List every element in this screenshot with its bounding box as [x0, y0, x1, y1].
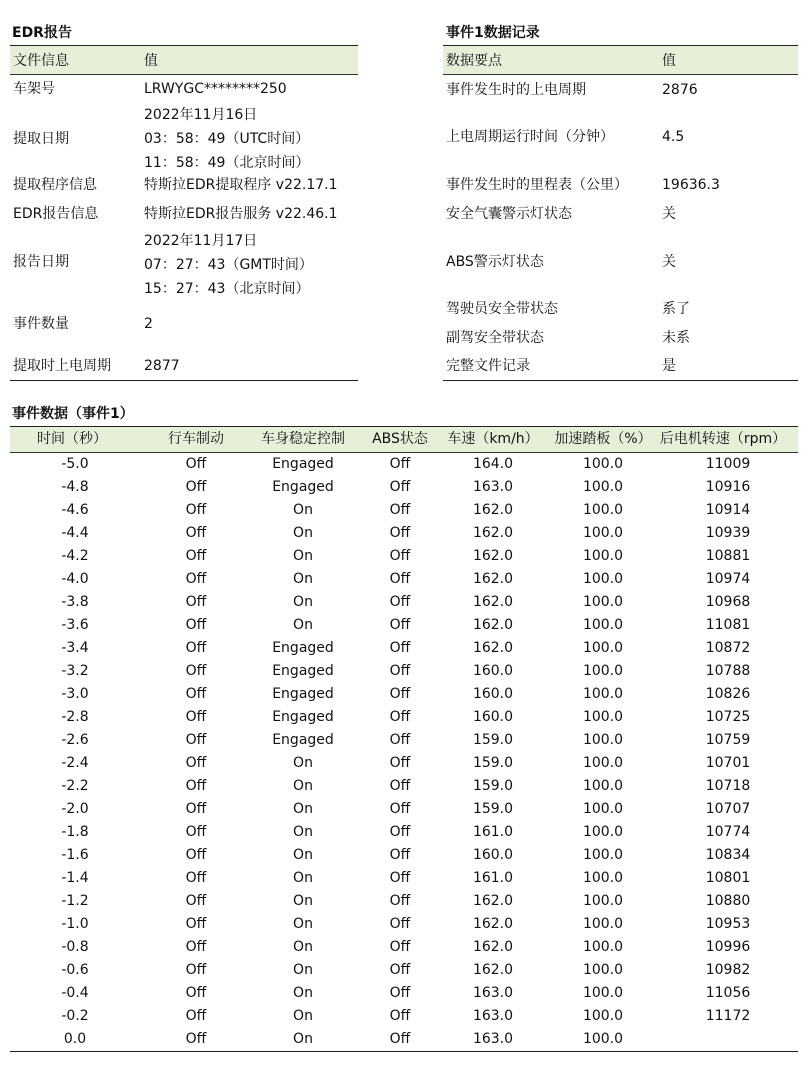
- stability-cell: Engaged: [272, 456, 334, 472]
- brake-cell: Off: [185, 548, 207, 564]
- stability-cell: Engaged: [272, 732, 334, 748]
- record-label: 事件发生时的上电周期: [446, 82, 586, 98]
- vin-value: LRWYGC********250: [144, 81, 287, 97]
- stability-cell: Engaged: [272, 709, 334, 725]
- time-cell: -3.8: [61, 594, 89, 610]
- stability-cell: Engaged: [272, 686, 334, 702]
- table-row: [10, 775, 798, 798]
- accel-cell: 100.0: [582, 525, 624, 541]
- col-time: 时间（秒）: [37, 431, 107, 447]
- accel-cell: 100.0: [582, 686, 624, 702]
- speed-cell: 162.0: [472, 594, 514, 610]
- accel-cell: 100.0: [582, 824, 624, 840]
- stability-cell: On: [293, 1031, 313, 1047]
- report-info-label: EDR报告信息: [13, 206, 99, 222]
- accel-cell: 100.0: [582, 617, 624, 633]
- time-cell: -3.0: [61, 686, 89, 702]
- speed-cell: 160.0: [472, 686, 514, 702]
- stability-cell: On: [293, 778, 313, 794]
- brake-cell: Off: [185, 916, 207, 932]
- stability-cell: On: [293, 571, 313, 587]
- speed-cell: 159.0: [472, 732, 514, 748]
- report-date-value: [144, 229, 313, 301]
- motor-rpm-cell: 10880: [705, 893, 751, 909]
- extract-date-value: [144, 103, 309, 175]
- motor-rpm-cell: 10953: [705, 916, 751, 932]
- abs-cell: Off: [389, 548, 411, 564]
- brake-cell: Off: [185, 617, 207, 633]
- stability-cell: On: [293, 594, 313, 610]
- time-cell: -0.6: [61, 962, 89, 978]
- speed-cell: 159.0: [472, 801, 514, 817]
- speed-cell: 162.0: [472, 893, 514, 909]
- extract-date-line: 03：58：49（UTC时间）: [144, 131, 310, 147]
- speed-cell: 159.0: [472, 778, 514, 794]
- extract-program-label: 提取程序信息: [13, 177, 97, 193]
- brake-cell: Off: [185, 640, 207, 656]
- speed-cell: 162.0: [472, 525, 514, 541]
- vin-label: 车架号: [13, 81, 55, 97]
- table-row: [10, 752, 798, 775]
- motor-rpm-cell: 10826: [705, 686, 751, 702]
- brake-cell: Off: [185, 479, 207, 495]
- table-row: [10, 890, 798, 913]
- time-cell: -0.2: [61, 1008, 89, 1024]
- speed-cell: 163.0: [472, 985, 514, 1001]
- motor-rpm-cell: 10759: [705, 732, 751, 748]
- record-label: 副驾安全带状态: [446, 330, 544, 346]
- file-info-title: EDR报告: [12, 25, 72, 41]
- report-date-label: 报告日期: [13, 254, 69, 270]
- report-date-line: 07：27：43（GMT时间）: [144, 257, 313, 273]
- speed-cell: 161.0: [472, 870, 514, 886]
- table-row: [10, 821, 798, 844]
- motor-rpm-cell: 10916: [705, 479, 751, 495]
- motor-rpm-cell: 10872: [705, 640, 751, 656]
- motor-rpm-cell: 11081: [705, 617, 751, 633]
- table-row: [10, 982, 798, 1005]
- accel-cell: 100.0: [582, 755, 624, 771]
- file-info-table: [10, 45, 358, 381]
- extract-date-label: 提取日期: [13, 131, 69, 147]
- brake-cell: Off: [185, 663, 207, 679]
- table-row: [10, 936, 798, 959]
- stability-cell: Engaged: [272, 640, 334, 656]
- speed-cell: 161.0: [472, 824, 514, 840]
- record-value: 未系: [662, 330, 690, 346]
- time-cell: -2.0: [61, 801, 89, 817]
- speed-cell: 162.0: [472, 939, 514, 955]
- stability-cell: On: [293, 985, 313, 1001]
- brake-cell: Off: [185, 824, 207, 840]
- time-cell: -3.4: [61, 640, 89, 656]
- table-row: [10, 1028, 798, 1051]
- speed-cell: 162.0: [472, 916, 514, 932]
- table-row: [10, 959, 798, 982]
- brake-cell: Off: [185, 939, 207, 955]
- time-cell: -3.2: [61, 663, 89, 679]
- brake-cell: Off: [185, 571, 207, 587]
- table-row: [10, 729, 798, 752]
- brake-cell: Off: [185, 456, 207, 472]
- record-label: ABS警示灯状态: [446, 254, 544, 270]
- stability-cell: On: [293, 548, 313, 564]
- record-value: 19636.3: [662, 177, 720, 193]
- record-value: 关: [662, 206, 676, 222]
- speed-cell: 162.0: [472, 617, 514, 633]
- time-cell: -2.2: [61, 778, 89, 794]
- event-record-table: [443, 45, 798, 381]
- record-value: 系了: [662, 301, 690, 317]
- time-cell: -2.8: [61, 709, 89, 725]
- brake-cell: Off: [185, 1031, 207, 1047]
- stability-cell: Engaged: [272, 479, 334, 495]
- brake-cell: Off: [185, 801, 207, 817]
- accel-cell: 100.0: [582, 939, 624, 955]
- table-row: [10, 913, 798, 936]
- abs-cell: Off: [389, 686, 411, 702]
- time-cell: -4.2: [61, 548, 89, 564]
- event-record-header-key: 数据要点: [446, 53, 502, 69]
- abs-cell: Off: [389, 594, 411, 610]
- motor-rpm-cell: 10881: [705, 548, 751, 564]
- stability-cell: On: [293, 801, 313, 817]
- event-record-header: [443, 46, 798, 75]
- motor-rpm-cell: 10774: [705, 824, 751, 840]
- motor-rpm-cell: 10801: [705, 870, 751, 886]
- event-data-title: 事件数据（事件1）: [12, 406, 134, 422]
- abs-cell: Off: [389, 824, 411, 840]
- abs-cell: Off: [389, 456, 411, 472]
- table-row: [10, 660, 798, 683]
- brake-cell: Off: [185, 962, 207, 978]
- table-row: [10, 568, 798, 591]
- table-row: [10, 453, 798, 476]
- accel-cell: 100.0: [582, 456, 624, 472]
- motor-rpm-cell: 10996: [705, 939, 751, 955]
- abs-cell: Off: [389, 985, 411, 1001]
- stability-cell: On: [293, 916, 313, 932]
- abs-cell: Off: [389, 617, 411, 633]
- motor-rpm-cell: 10834: [705, 847, 751, 863]
- time-cell: -2.6: [61, 732, 89, 748]
- extract-date-line: 11：58：49（北京时间）: [144, 155, 310, 171]
- file-info-header: [10, 46, 358, 75]
- abs-cell: Off: [389, 479, 411, 495]
- time-cell: -3.6: [61, 617, 89, 633]
- extract-program-value: 特斯拉EDR提取程序 v22.17.1: [144, 177, 338, 193]
- event-data-table: [10, 426, 798, 1052]
- accel-cell: 100.0: [582, 1031, 624, 1047]
- stability-cell: On: [293, 824, 313, 840]
- accel-cell: 100.0: [582, 778, 624, 794]
- accel-cell: 100.0: [582, 640, 624, 656]
- record-label: 驾驶员安全带状态: [446, 301, 558, 317]
- time-cell: -1.6: [61, 847, 89, 863]
- brake-cell: Off: [185, 778, 207, 794]
- brake-cell: Off: [185, 686, 207, 702]
- power-cycle-value: 2877: [144, 358, 180, 374]
- table-row: [10, 614, 798, 637]
- brake-cell: Off: [185, 1008, 207, 1024]
- record-value: 2876: [662, 82, 698, 98]
- brake-cell: Off: [185, 525, 207, 541]
- accel-cell: 100.0: [582, 571, 624, 587]
- event-data-body: [10, 453, 798, 1051]
- speed-cell: 163.0: [472, 1031, 514, 1047]
- speed-cell: 159.0: [472, 755, 514, 771]
- brake-cell: Off: [185, 985, 207, 1001]
- time-cell: -4.4: [61, 525, 89, 541]
- abs-cell: Off: [389, 640, 411, 656]
- time-cell: -5.0: [61, 456, 89, 472]
- stability-cell: On: [293, 893, 313, 909]
- power-cycle-label: 提取时上电周期: [13, 358, 111, 374]
- abs-cell: Off: [389, 732, 411, 748]
- extract-date-line: 2022年11月16日: [144, 107, 258, 123]
- brake-cell: Off: [185, 502, 207, 518]
- col-brake: 行车制动: [168, 431, 224, 447]
- file-info-header-key: 文件信息: [13, 53, 69, 69]
- stability-cell: On: [293, 870, 313, 886]
- table-row: [10, 591, 798, 614]
- stability-cell: On: [293, 525, 313, 541]
- abs-cell: Off: [389, 1031, 411, 1047]
- abs-cell: Off: [389, 778, 411, 794]
- stability-cell: On: [293, 962, 313, 978]
- time-cell: -2.4: [61, 755, 89, 771]
- abs-cell: Off: [389, 962, 411, 978]
- report-info-value: 特斯拉EDR报告服务 v22.46.1: [144, 206, 338, 222]
- table-row: [10, 522, 798, 545]
- accel-cell: 100.0: [582, 502, 624, 518]
- abs-cell: Off: [389, 571, 411, 587]
- brake-cell: Off: [185, 709, 207, 725]
- accel-cell: 100.0: [582, 801, 624, 817]
- accel-cell: 100.0: [582, 870, 624, 886]
- motor-rpm-cell: 11056: [705, 985, 751, 1001]
- motor-rpm-cell: 10718: [705, 778, 751, 794]
- abs-cell: Off: [389, 847, 411, 863]
- speed-cell: 160.0: [472, 663, 514, 679]
- record-label: 事件发生时的里程表（公里）: [446, 177, 628, 193]
- table-row: [10, 867, 798, 890]
- accel-cell: 100.0: [582, 663, 624, 679]
- report-date-line: 2022年11月17日: [144, 233, 258, 249]
- time-cell: -4.8: [61, 479, 89, 495]
- accel-cell: 100.0: [582, 732, 624, 748]
- time-cell: -1.0: [61, 916, 89, 932]
- time-cell: -1.8: [61, 824, 89, 840]
- time-cell: 0.0: [63, 1031, 87, 1047]
- accel-cell: 100.0: [582, 709, 624, 725]
- motor-rpm-cell: 10788: [705, 663, 751, 679]
- stability-cell: On: [293, 755, 313, 771]
- table-row: [10, 683, 798, 706]
- brake-cell: Off: [185, 870, 207, 886]
- record-label: 上电周期运行时间（分钟）: [446, 129, 614, 145]
- abs-cell: Off: [389, 870, 411, 886]
- brake-cell: Off: [185, 755, 207, 771]
- abs-cell: Off: [389, 939, 411, 955]
- stability-cell: On: [293, 847, 313, 863]
- time-cell: -1.4: [61, 870, 89, 886]
- stability-cell: On: [293, 939, 313, 955]
- accel-cell: 100.0: [582, 916, 624, 932]
- speed-cell: 162.0: [472, 548, 514, 564]
- stability-cell: On: [293, 617, 313, 633]
- speed-cell: 162.0: [472, 571, 514, 587]
- table-row: [10, 476, 798, 499]
- col-abs: ABS状态: [372, 431, 428, 447]
- abs-cell: Off: [389, 893, 411, 909]
- motor-rpm-cell: 10982: [705, 962, 751, 978]
- accel-cell: 100.0: [582, 893, 624, 909]
- event-data-header: [10, 427, 798, 453]
- speed-cell: 164.0: [472, 456, 514, 472]
- accel-cell: 100.0: [582, 479, 624, 495]
- motor-rpm-cell: 10939: [705, 525, 751, 541]
- accel-cell: 100.0: [582, 1008, 624, 1024]
- accel-cell: 100.0: [582, 985, 624, 1001]
- brake-cell: Off: [185, 594, 207, 610]
- time-cell: -0.4: [61, 985, 89, 1001]
- event-record-header-value: 值: [662, 53, 676, 69]
- abs-cell: Off: [389, 1008, 411, 1024]
- abs-cell: Off: [389, 916, 411, 932]
- table-row: [10, 798, 798, 821]
- speed-cell: 162.0: [472, 640, 514, 656]
- speed-cell: 160.0: [472, 709, 514, 725]
- accel-cell: 100.0: [582, 548, 624, 564]
- col-motor-rpm: 后电机转速（rpm）: [659, 431, 787, 447]
- motor-rpm-cell: 10725: [705, 709, 751, 725]
- speed-cell: 163.0: [472, 1008, 514, 1024]
- report-date-line: 15：27：43（北京时间）: [144, 281, 310, 297]
- motor-rpm-cell: 10701: [705, 755, 751, 771]
- table-row: [10, 844, 798, 867]
- col-stability: 车身稳定控制: [261, 431, 345, 447]
- time-cell: -0.8: [61, 939, 89, 955]
- stability-cell: Engaged: [272, 663, 334, 679]
- stability-cell: On: [293, 502, 313, 518]
- brake-cell: Off: [185, 847, 207, 863]
- table-row: [10, 706, 798, 729]
- time-cell: -4.0: [61, 571, 89, 587]
- record-label: 安全气囊警示灯状态: [446, 206, 572, 222]
- motor-rpm-cell: 10914: [705, 502, 751, 518]
- brake-cell: Off: [185, 732, 207, 748]
- event-record-title: 事件1数据记录: [446, 25, 540, 41]
- abs-cell: Off: [389, 663, 411, 679]
- table-row: [10, 637, 798, 660]
- motor-rpm-cell: 10968: [705, 594, 751, 610]
- col-speed: 车速（km/h）: [447, 431, 539, 447]
- record-value: 是: [662, 358, 676, 374]
- table-row: [10, 499, 798, 522]
- abs-cell: Off: [389, 755, 411, 771]
- record-value: 4.5: [662, 129, 685, 145]
- brake-cell: Off: [185, 893, 207, 909]
- table-row: [10, 545, 798, 568]
- time-cell: -1.2: [61, 893, 89, 909]
- abs-cell: Off: [389, 801, 411, 817]
- motor-rpm-cell: 11009: [705, 456, 751, 472]
- abs-cell: Off: [389, 502, 411, 518]
- file-info-header-value: 值: [144, 53, 158, 69]
- accel-cell: 100.0: [582, 594, 624, 610]
- abs-cell: Off: [389, 525, 411, 541]
- stability-cell: On: [293, 1008, 313, 1024]
- col-accel: 加速踏板（%）: [554, 431, 652, 447]
- motor-rpm-cell: 10974: [705, 571, 751, 587]
- record-label: 完整文件记录: [446, 358, 530, 374]
- speed-cell: 160.0: [472, 847, 514, 863]
- accel-cell: 100.0: [582, 847, 624, 863]
- speed-cell: 163.0: [472, 479, 514, 495]
- time-cell: -4.6: [61, 502, 89, 518]
- event-count-label: 事件数量: [13, 316, 69, 332]
- speed-cell: 162.0: [472, 502, 514, 518]
- abs-cell: Off: [389, 709, 411, 725]
- motor-rpm-cell: 10707: [705, 801, 751, 817]
- record-value: 关: [662, 254, 676, 270]
- speed-cell: 162.0: [472, 962, 514, 978]
- motor-rpm-cell: 11172: [705, 1008, 751, 1024]
- table-row: [10, 1005, 798, 1028]
- event-count-value: 2: [144, 316, 153, 332]
- accel-cell: 100.0: [582, 962, 624, 978]
